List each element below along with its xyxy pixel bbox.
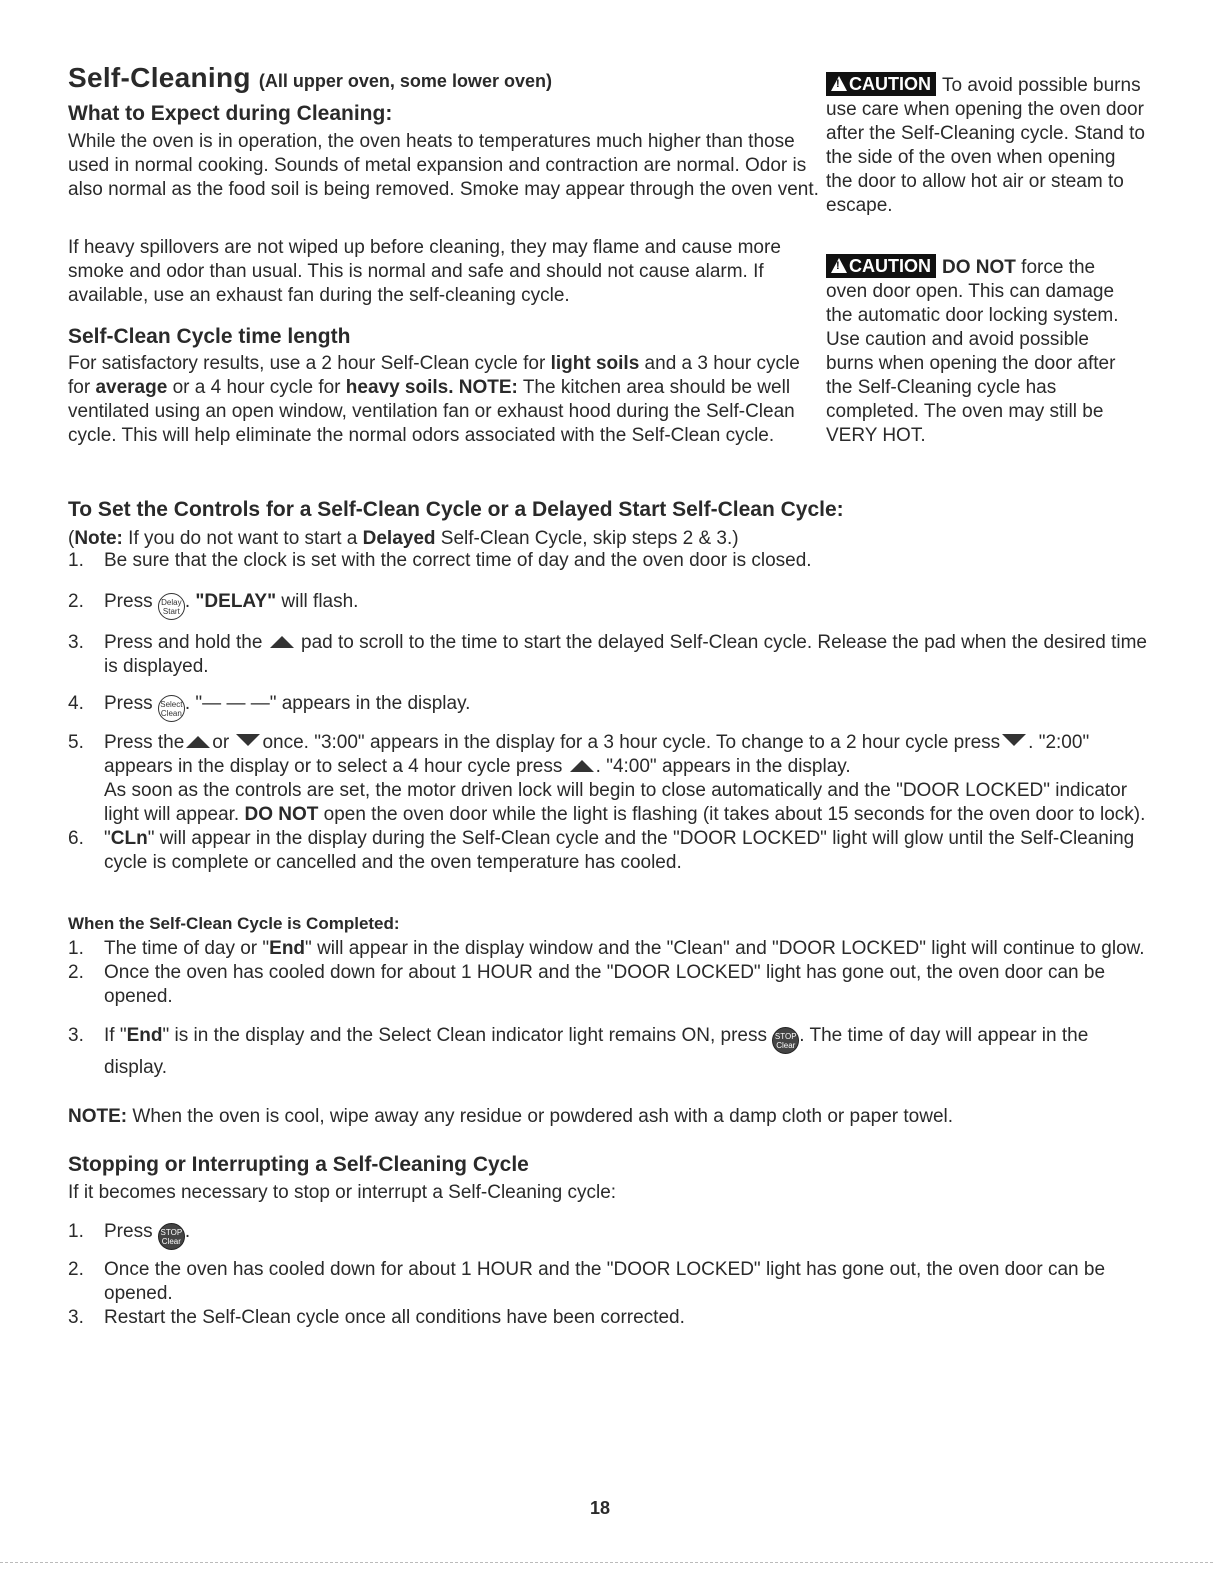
caution-box-1: !CAUTION To avoid possible burns use care when opening the oven door after the Self-Cleaning cycle. Stand to the side of the oven when opening the door to allow hot air or steam to escape. xyxy=(826,72,1146,218)
stopping-intro: If it becomes necessary to stop or interrupt a Self-Cleaning cycle: xyxy=(68,1182,617,1203)
arrow-down-icon xyxy=(236,734,260,746)
list-item: 1. Press STOP Clear . xyxy=(68,1220,1148,1250)
arrow-up-icon xyxy=(270,636,294,648)
warning-icon xyxy=(831,76,847,91)
page-subtitle: (All upper oven, some lower oven) xyxy=(258,71,552,91)
list-item: 3. Restart the Self-Clean cycle once all conditions have been corrected. xyxy=(68,1307,685,1328)
controls-steps xyxy=(68,549,1148,875)
stopping-heading: Stopping or Interrupting a Self-Cleaning Cycle xyxy=(68,1153,529,1176)
delay-start-button-icon: Delay Start xyxy=(158,593,185,620)
list-item: 6. "CLn" will appear in the display during the Self-Clean cycle and the "DOOR LOCKED" light will glow until the Self-Cleaning cycle is complete or cancelled and the oven temperature has cooled. xyxy=(68,828,1135,873)
arrow-up-icon xyxy=(570,760,594,772)
list-item: 1. Be sure that the clock is set with the correct time of day and the oven door is closed. xyxy=(68,550,812,571)
completed-note: NOTE: When the oven is cool, wipe away any residue or powdered ash with a damp cloth or paper towel. xyxy=(68,1106,954,1127)
arrow-up-icon xyxy=(186,736,210,748)
caution-box-2: !CAUTION DO NOT force the oven door open. This can damage the automatic door locking system. Use caution and avoid possible burns when opening the door after the Self-Cleaning cycle has completed. The oven may still be VERY HOT. xyxy=(826,254,1141,448)
warning-icon xyxy=(831,258,847,273)
page-edge-divider xyxy=(0,1562,1213,1563)
expect-paragraph-2: If heavy spillovers are not wiped up before cleaning, they may flame and cause more smoke and odor than usual. This is normal and safe and should not cause alarm. If available, use an exhaust fan during the self-cleaning cycle. xyxy=(68,237,781,306)
arrow-down-icon xyxy=(1002,734,1026,746)
select-clean-button-icon: Select Clean xyxy=(158,695,185,722)
timelength-paragraph: For satisfactory results, use a 2 hour Self-Clean cycle for light soils and a 3 hour cycle for average or a 4 hour cycle for heavy soils. NOTE: The kitchen area should be well ventilated using an open window, ventilation fan or exhaust hood during the Self-Clean cycle. This will help eliminate the normal odors associated with the Self-Clean cycle. xyxy=(68,353,800,446)
list-item: 1. The time of day or "End" will appear in the display window and the "Clean" and "DOOR LOCKED" light will continue to glow. xyxy=(68,938,1145,959)
list-item: 5. Press the or once. "3:00" appears in the display for a 3 hour cycle. To change to a 2 hour cycle press . "2:00" appears in the display or to select a 4 hour cycle press . "4:00" appears in the display. As soon as the controls are set, the motor driven lock will begin to close automatically and the "DOOR LOCKED" indicator light will appear. DO NOT open the oven door while the light is flashing (it takes about 15 seconds for the oven door to lock). xyxy=(68,732,1146,825)
expect-paragraph-1: While the oven is in operation, the oven heats to temperatures much higher than those used in normal cooking. Sounds of metal expansion and contraction are normal. Odor is also normal as the food soil is being removed. Smoke may appear through the oven vent. xyxy=(68,131,819,200)
caution-badge: !CAUTION xyxy=(826,72,936,96)
stopping-steps xyxy=(68,1220,1148,1330)
list-item: 3. Press and hold the pad to scroll to the time to start the delayed Self-Clean cycle. Release the pad when the desired time is displayed. xyxy=(68,632,1147,677)
page-title: Self-Cleaning (All upper oven, some lower oven) xyxy=(68,62,552,93)
caution-badge: !CAUTION xyxy=(826,254,936,278)
list-item: 2. Once the oven has cooled down for about 1 HOUR and the "DOOR LOCKED" light has gone out, the oven door can be opened. xyxy=(68,1259,1106,1304)
completed-heading: When the Self-Clean Cycle is Completed: xyxy=(68,914,400,933)
timelength-heading: Self-Clean Cycle time length xyxy=(68,325,351,348)
expect-heading: What to Expect during Cleaning: xyxy=(68,102,393,125)
controls-heading: To Set the Controls for a Self-Clean Cycle or a Delayed Start Self-Clean Cycle: xyxy=(68,498,844,521)
stop-clear-button-icon: STOP Clear xyxy=(158,1223,185,1250)
list-item: 2. Press Delay Start . "DELAY" will flash. xyxy=(68,590,1148,620)
stop-clear-button-icon: STOP Clear xyxy=(772,1027,799,1054)
list-item: 3. If "End" is in the display and the Select Clean indicator light remains ON, press STOP Clear . The time of day will appear in the display. xyxy=(68,1025,1089,1078)
list-item: 4. Press Select Clean . "— — —" appears in the display. xyxy=(68,692,1148,722)
page-number: 18 xyxy=(590,1498,611,1518)
controls-note: (Note: If you do not want to start a Delayed Self-Clean Cycle, skip steps 2 & 3.) xyxy=(68,528,739,549)
completed-steps xyxy=(68,937,1148,1082)
list-item: 2. Once the oven has cooled down for about 1 HOUR and the "DOOR LOCKED" light has gone out, the oven door can be opened. xyxy=(68,962,1106,1007)
